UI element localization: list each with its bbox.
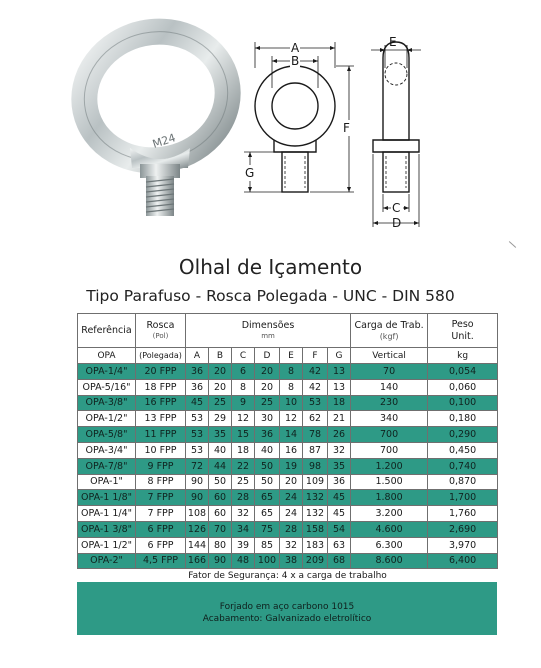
dim-label-a: A: [291, 41, 300, 55]
cell-rosca: 10 FPP: [136, 442, 186, 458]
cell-g: 63: [328, 537, 351, 553]
table-row: [78, 442, 498, 458]
code-referencia: OPA: [78, 348, 136, 364]
cell-d: 100: [255, 553, 280, 569]
cell-ref: OPA-5/16": [78, 379, 136, 395]
cell-e: 14: [280, 427, 303, 443]
code-peso: kg: [428, 348, 498, 364]
cell-e: 19: [280, 458, 303, 474]
corner-mark: [509, 241, 516, 248]
table-row: [78, 458, 498, 474]
header-dimensoes-unit: mm: [261, 332, 275, 340]
cell-rosca: 18 FPP: [136, 379, 186, 395]
cell-rosca: 13 FPP: [136, 411, 186, 427]
cell-b: 90: [209, 553, 232, 569]
header-peso: Peso Unit.: [428, 314, 498, 348]
cell-b: 20: [209, 379, 232, 395]
cell-b: 35: [209, 427, 232, 443]
cell-f: 132: [303, 490, 328, 506]
code-a: A: [186, 348, 209, 364]
cell-rosca: 7 FPP: [136, 506, 186, 522]
cell-a: 45: [186, 395, 209, 411]
cell-f: 62: [303, 411, 328, 427]
cell-f: 98: [303, 458, 328, 474]
cell-peso: 0,870: [428, 474, 498, 490]
cell-c: 39: [232, 537, 255, 553]
cell-d: 20: [255, 364, 280, 380]
cell-carga: 1.800: [351, 490, 428, 506]
cell-f: 183: [303, 537, 328, 553]
cell-a: 90: [186, 490, 209, 506]
code-e: E: [280, 348, 303, 364]
table-body: [78, 364, 498, 569]
cell-peso: 6,400: [428, 553, 498, 569]
cell-f: 109: [303, 474, 328, 490]
cell-a: 36: [186, 364, 209, 380]
cell-rosca: 6 FPP: [136, 537, 186, 553]
eye-bolt-photo: [60, 8, 260, 234]
photo-stamp: M24: [150, 131, 178, 151]
table-row: [78, 395, 498, 411]
dim-label-b: B: [291, 54, 300, 68]
dim-label-d: D: [392, 216, 402, 230]
cell-d: 65: [255, 506, 280, 522]
table-row: [78, 474, 498, 490]
cell-peso: 0,054: [428, 364, 498, 380]
cell-e: 10: [280, 395, 303, 411]
code-carga: Vertical: [351, 348, 428, 364]
cell-carga: 70: [351, 364, 428, 380]
cell-f: 78: [303, 427, 328, 443]
cell-peso: 0,450: [428, 442, 498, 458]
cell-a: 53: [186, 442, 209, 458]
cell-ref: OPA-1": [78, 474, 136, 490]
cell-ref: OPA-1 1/4": [78, 506, 136, 522]
cell-carga: 1.500: [351, 474, 428, 490]
cell-a: 53: [186, 427, 209, 443]
cell-e: 8: [280, 364, 303, 380]
header-carga: Carga de Trab. (kgf): [351, 314, 428, 348]
cell-g: 18: [328, 395, 351, 411]
cell-d: 25: [255, 395, 280, 411]
cell-f: 42: [303, 364, 328, 380]
cell-g: 45: [328, 506, 351, 522]
cell-carga: 3.200: [351, 506, 428, 522]
cell-g: 13: [328, 379, 351, 395]
cell-c: 18: [232, 442, 255, 458]
material-line: Forjado em aço carbono 1015: [219, 602, 355, 612]
table-row: [78, 537, 498, 553]
cell-c: 8: [232, 379, 255, 395]
cell-d: 75: [255, 521, 280, 537]
code-d: D: [255, 348, 280, 364]
dimension-drawing: [238, 28, 438, 233]
dim-label-c: C: [392, 201, 401, 215]
page-title: Olhal de Içamento: [178, 255, 363, 279]
cell-peso: 0,060: [428, 379, 498, 395]
cell-g: 13: [328, 364, 351, 380]
cell-d: 40: [255, 442, 280, 458]
cell-d: 65: [255, 490, 280, 506]
cell-e: 8: [280, 379, 303, 395]
cell-b: 60: [209, 506, 232, 522]
cell-ref: OPA-3/8": [78, 395, 136, 411]
cell-d: 36: [255, 427, 280, 443]
cell-ref: OPA-5/8": [78, 427, 136, 443]
cell-g: 21: [328, 411, 351, 427]
cell-rosca: 8 FPP: [136, 474, 186, 490]
cell-peso: 1,700: [428, 490, 498, 506]
cell-rosca: 9 FPP: [136, 458, 186, 474]
cell-a: 108: [186, 506, 209, 522]
header-referencia: Referência: [78, 314, 136, 348]
cell-carga: 140: [351, 379, 428, 395]
cell-rosca: 16 FPP: [136, 395, 186, 411]
table-row: [78, 506, 498, 522]
cell-d: 50: [255, 458, 280, 474]
cell-rosca: 4,5 FPP: [136, 553, 186, 569]
cell-rosca: 20 FPP: [136, 364, 186, 380]
cell-f: 42: [303, 379, 328, 395]
cell-f: 53: [303, 395, 328, 411]
cell-ref: OPA-7/8": [78, 458, 136, 474]
safety-note: Fator de Segurança: 4 x a carga de trabalho: [78, 569, 498, 582]
cell-b: 29: [209, 411, 232, 427]
cell-b: 44: [209, 458, 232, 474]
cell-b: 80: [209, 537, 232, 553]
cell-e: 38: [280, 553, 303, 569]
cell-ref: OPA-1/4": [78, 364, 136, 380]
cell-carga: 8.600: [351, 553, 428, 569]
code-b: B: [209, 348, 232, 364]
cell-g: 32: [328, 442, 351, 458]
cell-e: 12: [280, 411, 303, 427]
cell-ref: OPA-3/4": [78, 442, 136, 458]
cell-b: 40: [209, 442, 232, 458]
cell-ref: OPA-2": [78, 553, 136, 569]
code-f: F: [303, 348, 328, 364]
dim-label-g: G: [245, 166, 255, 180]
table-row: [78, 364, 498, 380]
table-row: [78, 553, 498, 569]
cell-e: 20: [280, 474, 303, 490]
cell-a: 144: [186, 537, 209, 553]
cell-a: 53: [186, 411, 209, 427]
cell-c: 12: [232, 411, 255, 427]
cell-peso: 0,290: [428, 427, 498, 443]
cell-carga: 1.200: [351, 458, 428, 474]
cell-c: 48: [232, 553, 255, 569]
cell-b: 25: [209, 395, 232, 411]
table-row: [78, 427, 498, 443]
cell-carga: 340: [351, 411, 428, 427]
cell-peso: 1,760: [428, 506, 498, 522]
cell-peso: 2,690: [428, 521, 498, 537]
cell-c: 25: [232, 474, 255, 490]
cell-ref: OPA-1 1/2": [78, 537, 136, 553]
cell-a: 36: [186, 379, 209, 395]
cell-g: 45: [328, 490, 351, 506]
cell-carga: 4.600: [351, 521, 428, 537]
table-row: [78, 521, 498, 537]
cell-a: 126: [186, 521, 209, 537]
cell-c: 22: [232, 458, 255, 474]
cell-carga: 6.300: [351, 537, 428, 553]
cell-carga: 700: [351, 442, 428, 458]
cell-d: 50: [255, 474, 280, 490]
finish-line: Acabamento: Galvanizado eletrolítico: [202, 614, 372, 624]
cell-rosca: 7 FPP: [136, 490, 186, 506]
table-row: [78, 379, 498, 395]
cell-g: 26: [328, 427, 351, 443]
spec-table: [77, 313, 498, 582]
cell-ref: OPA-1/2": [78, 411, 136, 427]
cell-g: 36: [328, 474, 351, 490]
cell-a: 72: [186, 458, 209, 474]
dim-label-e: E: [389, 35, 397, 49]
cell-peso: 0,100: [428, 395, 498, 411]
header-peso-unit: Unit.: [451, 330, 474, 342]
table-row: [78, 411, 498, 427]
cell-c: 9: [232, 395, 255, 411]
cell-f: 209: [303, 553, 328, 569]
cell-carga: 700: [351, 427, 428, 443]
cell-b: 70: [209, 521, 232, 537]
cell-e: 28: [280, 521, 303, 537]
cell-peso: 0,180: [428, 411, 498, 427]
cell-d: 20: [255, 379, 280, 395]
cell-f: 87: [303, 442, 328, 458]
cell-d: 85: [255, 537, 280, 553]
cell-rosca: 6 FPP: [136, 521, 186, 537]
dim-label-f: F: [343, 121, 350, 135]
cell-b: 20: [209, 364, 232, 380]
cell-e: 24: [280, 490, 303, 506]
cell-b: 60: [209, 490, 232, 506]
cell-carga: 230: [351, 395, 428, 411]
cell-e: 16: [280, 442, 303, 458]
cell-f: 132: [303, 506, 328, 522]
cell-d: 30: [255, 411, 280, 427]
code-c: C: [232, 348, 255, 364]
cell-peso: 0,740: [428, 458, 498, 474]
cell-f: 158: [303, 521, 328, 537]
cell-c: 28: [232, 490, 255, 506]
cell-g: 35: [328, 458, 351, 474]
cell-g: 54: [328, 521, 351, 537]
cell-rosca: 11 FPP: [136, 427, 186, 443]
cell-c: 15: [232, 427, 255, 443]
cell-c: 32: [232, 506, 255, 522]
cell-c: 6: [232, 364, 255, 380]
cell-e: 24: [280, 506, 303, 522]
header-rosca-unit: (Pol): [152, 332, 169, 340]
cell-a: 166: [186, 553, 209, 569]
cell-ref: OPA-1 3/8": [78, 521, 136, 537]
cell-g: 68: [328, 553, 351, 569]
cell-c: 34: [232, 521, 255, 537]
header-dimensoes: Dimensões mm: [186, 314, 351, 348]
cell-a: 90: [186, 474, 209, 490]
material-info-box: [77, 582, 497, 635]
code-g: G: [328, 348, 351, 364]
cell-e: 32: [280, 537, 303, 553]
cell-b: 50: [209, 474, 232, 490]
header-carga-unit: (kgf): [379, 332, 399, 341]
table-row: [78, 490, 498, 506]
header-rosca: Rosca (Pol): [136, 314, 186, 348]
page-subtitle: Tipo Parafuso - Rosca Polegada - UNC - DIN 580: [86, 287, 455, 305]
cell-ref: OPA-1 1/8": [78, 490, 136, 506]
cell-peso: 3,970: [428, 537, 498, 553]
code-rosca: (Polegada): [136, 348, 186, 364]
